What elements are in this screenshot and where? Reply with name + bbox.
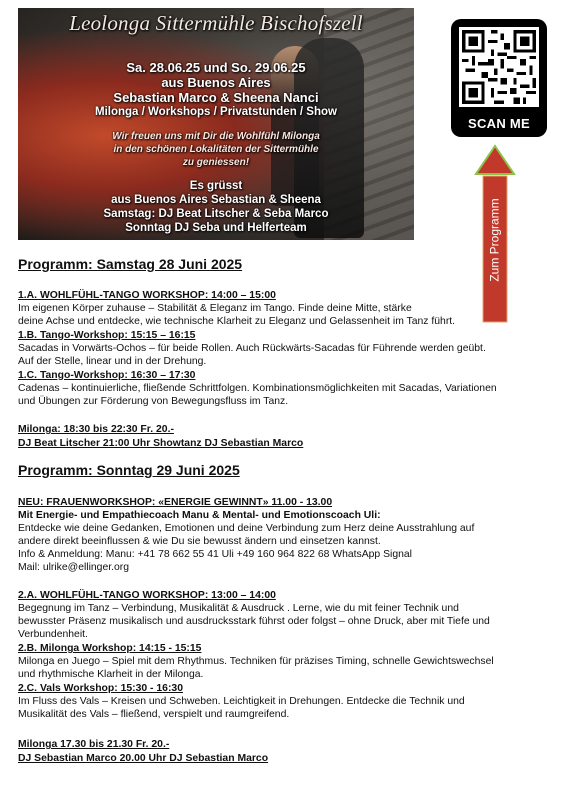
sunday-milonga-djs: DJ Sebastian Marco 20.00 Uhr DJ Sebastian Marco [18, 753, 269, 764]
sunday-workshop-2b-title: 2.B. Milonga Workshop: 14:15 - 15:15 [18, 643, 202, 654]
sunday-workshop-2a-text-2: bewusster Präsenz musikalisch und ausdrucksstark führst oder folgst – ohne Druck, aber mit Tiefe und [18, 616, 490, 627]
hero-welcome-line-2: in den schönen Lokalitäten der Sittermühle [113, 144, 319, 155]
saturday-heading: Programm: Samstag 28 Juni 2025 [18, 256, 243, 272]
hero-greeting-1: Es grüsst [189, 180, 243, 192]
sunday-new-workshop-mail[interactable]: Mail: ulrike@ellinger.org [18, 562, 130, 573]
hero-event-types: Milonga / Workshops / Privatstunden / Show [95, 106, 337, 118]
sunday-new-workshop-coaches: Mit Energie- und Empathiecoach Manu & Mental- und Emotionscoach Uli: [18, 510, 381, 521]
saturday-workshop-1c-title: 1.C. Tango-Workshop: 16:30 – 17:30 [18, 370, 196, 381]
sunday-workshop-2c-title: 2.C. Vals Workshop: 15:30 - 16:30 [18, 683, 183, 694]
sunday-new-workshop-text-1: Entdecke wie deine Gedanken, Emotionen und deine Verbindung zum Herz deine Ausstrahlung auf [18, 523, 475, 534]
saturday-workshop-1a-title: 1.A. WOHLFÜHL-TANGO WORKSHOP: 14:00 – 15:00 [18, 290, 276, 301]
qr-code-panel[interactable] [451, 19, 547, 137]
saturday-workshop-1a-text-2: deine Achse und entdecke, wie technische Klarheit zu Eleganz und Gelassenheit im Tanz führt. [18, 316, 456, 327]
sunday-workshop-2b-text-2: und rhythmische Klarheit in der Milonga. [18, 669, 204, 680]
hero-greeting-3: Samstag: DJ Beat Litscher & Seba Marco [103, 208, 329, 220]
zum-programm-label: Zum Programm [488, 198, 502, 282]
sunday-new-workshop-text-2: andere direkt beeinflussen & wie Du sie bewusst ändern und einsetzen kannst. [18, 536, 381, 547]
sunday-new-workshop-title: NEU: FRAUENWORKSHOP: «ENERGIE GEWINNT» 11.00 - 13.00 [18, 497, 333, 508]
scan-me-label: SCAN ME [467, 116, 531, 131]
sunday-workshop-2a-text-3: Verbundenheit. [18, 629, 88, 640]
hero-welcome-line-3: zu geniessen! [182, 157, 250, 168]
saturday-workshop-1a-text-1: Im eigenen Körper zuhause – Stabilität & Eleganz im Tango. Finde deine Mitte, stärke [18, 303, 412, 314]
hero-greeting-4: Sonntag DJ Seba und Helferteam [125, 222, 307, 234]
sunday-workshop-2b-text-1: Milonga en Juego – Spiel mit dem Rhythmus. Techniken für präzises Timing, schnelle Gewichtswechsel [18, 656, 494, 667]
hero-dates: Sa. 28.06.25 und So. 29.06.25 [126, 60, 306, 75]
hero-greeting-2: aus Buenos Aires Sebastian & Sheena [111, 194, 321, 206]
saturday-milonga-time: Milonga: 18:30 bis 22:30 Fr. 20.- [18, 424, 174, 435]
qr-code-icon[interactable] [459, 27, 539, 107]
sunday-workshop-2c-text-2: Musikalität des Vals – fließend, verspielt und raumgreifend. [18, 709, 290, 720]
sunday-milonga-time: Milonga 17.30 bis 21.30 Fr. 20.- [18, 739, 170, 750]
saturday-workshop-1b-text-2: Auf der Stelle, linear und in der Drehung. [18, 356, 207, 367]
hero-banner [18, 8, 414, 240]
sunday-workshop-2a-title: 2.A. WOHLFÜHL-TANGO WORKSHOP: 13:00 – 14:00 [18, 590, 276, 601]
hero-title: Leolonga Sittermühle Bischofszell [69, 11, 363, 35]
sunday-workshop-2a-text-1: Begegnung im Tanz – Verbindung, Musikalität & Ausdruck . Lerne, wie du mit feiner Technik und [18, 603, 459, 614]
saturday-workshop-1c-text-2: und Übungen zur Förderung von Bewegungsfluss im Tanz. [18, 396, 289, 407]
hero-artists: Sebastian Marco & Sheena Nanci [113, 90, 319, 105]
sunday-new-workshop-contact: Info & Anmeldung: Manu: +41 78 662 55 41 Uli +49 160 964 822 68 WhatsApp Signal [18, 549, 412, 560]
hero-origin: aus Buenos Aires [161, 75, 271, 90]
saturday-milonga-djs: DJ Beat Litscher 21:00 Uhr Showtanz DJ Sebastian Marco [18, 438, 304, 449]
sunday-heading: Programm: Sonntag 29 Juni 2025 [18, 462, 240, 478]
sunday-workshop-2c-text-1: Im Fluss des Vals – Kreisen und Schweben. Leichtigkeit in Drehungen. Entdecke die Technik und [18, 696, 465, 707]
hero-welcome-line-1: Wir freuen uns mit Dir die Wohlfühl Milonga [112, 131, 320, 142]
saturday-workshop-1c-text-1: Cadenas – kontinuierliche, fließende Schrittfolgen. Kombinationsmöglichkeiten mit Sacadas, Variationen [18, 383, 497, 394]
saturday-workshop-1b-title: 1.B. Tango-Workshop: 15:15 – 16:15 [18, 330, 196, 341]
saturday-workshop-1b-text-1: Sacadas in Vorwärts-Ochos – für beide Rollen. Auch Rückwärts-Sacadas für Führende werden geübt. [18, 343, 486, 354]
